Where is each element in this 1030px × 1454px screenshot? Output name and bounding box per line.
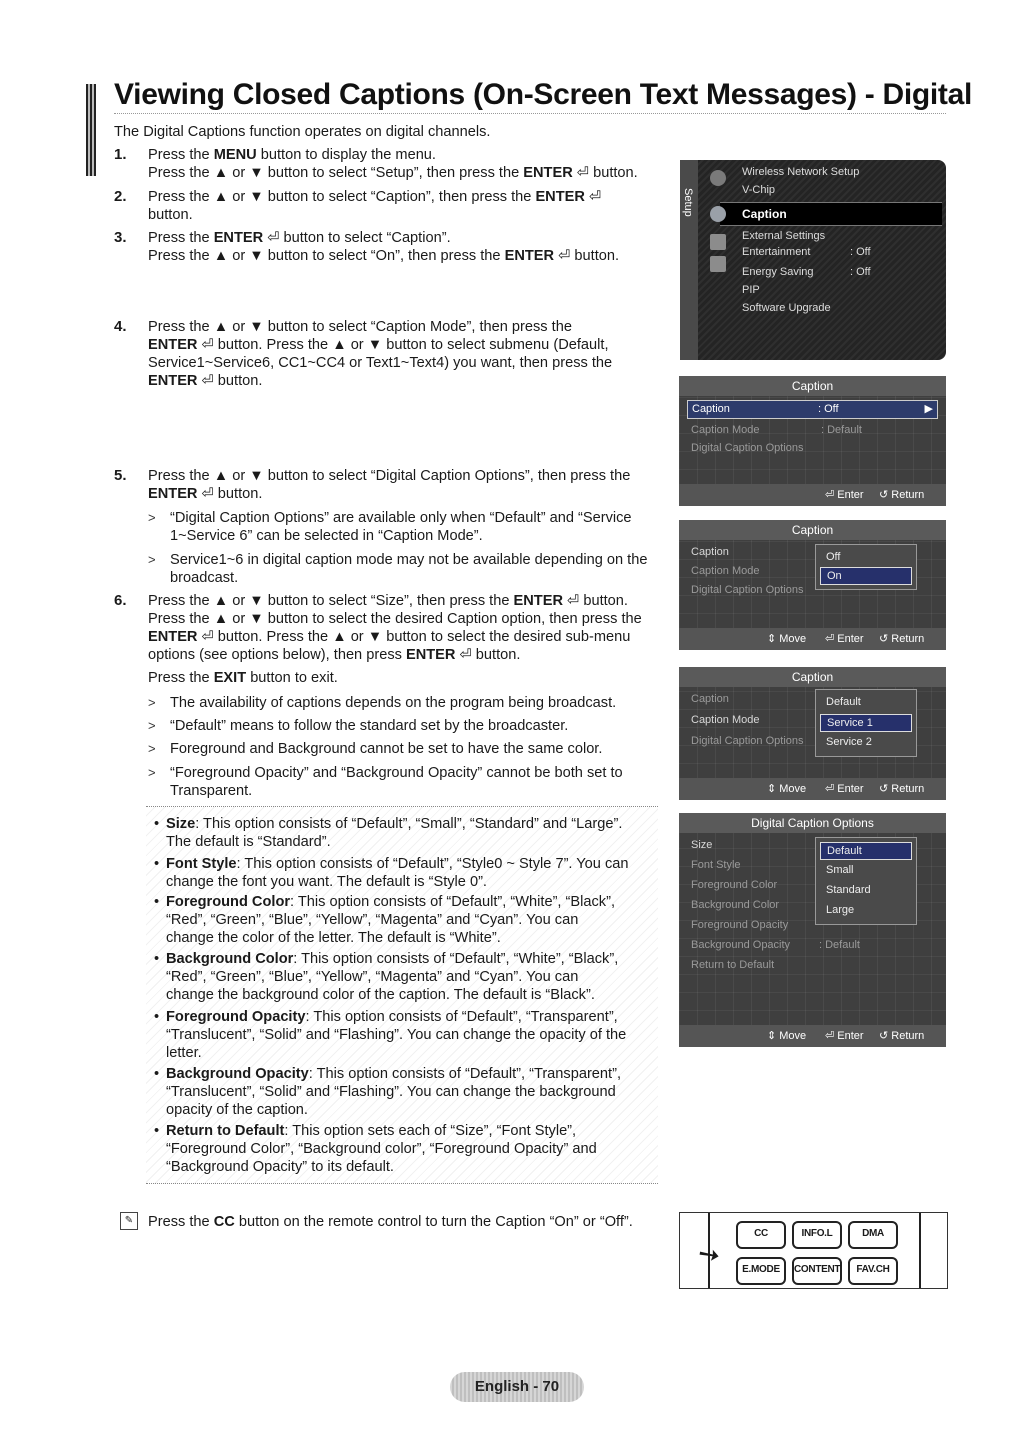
dco-row-foreground-opacity[interactable]: Foreground Opacity bbox=[691, 919, 789, 931]
step-6-line-2: Press the ▲ or ▼ button to select the desired Caption option, then press the bbox=[148, 611, 642, 627]
screen-title: Caption bbox=[679, 520, 946, 540]
caption-mode-popup bbox=[815, 689, 917, 757]
remote-dma-button[interactable]: DMA bbox=[848, 1221, 898, 1249]
move-hint: ⇕ Move bbox=[767, 783, 807, 795]
dco-row-return-to-default[interactable]: Return to Default bbox=[691, 959, 775, 971]
return-hint: ↺ Return bbox=[879, 783, 925, 795]
step-3-line-1: Press the ENTER ⏎ button to select “Caption”. bbox=[148, 230, 451, 246]
step-4-line-3: Service1~Service6, CC1~CC4 or Text1~Text4) you want, then press the bbox=[148, 355, 613, 371]
return-hint: ↺ Return bbox=[879, 489, 925, 501]
title-divider bbox=[114, 113, 946, 114]
remote-info-button[interactable]: INFO.L bbox=[792, 1221, 842, 1249]
final-note: Press the CC button on the remote control to turn the Caption “On” or “Off”. bbox=[148, 1214, 633, 1230]
entertainment-value: : Off bbox=[850, 246, 871, 258]
step-6-line-5: Press the EXIT button to exit. bbox=[148, 670, 338, 686]
step-5-number: 5. bbox=[114, 467, 127, 484]
option-large[interactable]: Large bbox=[826, 904, 855, 916]
step-1-number: 1. bbox=[114, 146, 127, 163]
step-1-line-2: Press the ▲ or ▼ button to select “Setup”, then press the ENTER ⏎ button. bbox=[148, 165, 638, 181]
option-return-to-default: • Return to Default: This option sets each of “Size”, “Font Style”, “Foreground Color”, “Background color”, “Foreground Opacity” and “Background Opacity” to its default. bbox=[154, 1123, 597, 1175]
option-standard[interactable]: Standard bbox=[826, 884, 871, 896]
screen-title: Digital Caption Options bbox=[679, 813, 946, 833]
screen-footer bbox=[679, 628, 946, 650]
note-arrow-icon: > bbox=[148, 765, 156, 780]
tv-screen-caption-mode-popup bbox=[679, 667, 946, 800]
note-arrow-icon: > bbox=[148, 510, 156, 525]
menu-item-pip[interactable]: PIP bbox=[742, 284, 760, 296]
picture-icon bbox=[710, 170, 726, 186]
menu-item-caption-label: Caption bbox=[742, 207, 787, 221]
page-title: Viewing Closed Captions (On-Screen Text Messages) - Digital bbox=[114, 78, 973, 111]
step-4-line-2: ENTER ⏎ button. Press the ▲ or ▼ button to select submenu (Default, bbox=[148, 337, 609, 353]
note-arrow-icon: > bbox=[148, 695, 156, 710]
tv-screen-caption-popup bbox=[679, 520, 946, 650]
caption-mode-row[interactable]: Caption Mode bbox=[691, 565, 760, 577]
setup-gear-icon bbox=[710, 206, 726, 222]
menu-item-external-settings[interactable]: External Settings bbox=[742, 230, 826, 242]
caption-row[interactable]: Caption bbox=[691, 546, 729, 558]
option-on[interactable]: On bbox=[820, 567, 912, 585]
return-hint: ↺ Return bbox=[879, 1030, 925, 1042]
caption-value-popup bbox=[815, 544, 917, 590]
step-4-line-4: ENTER ⏎ button. bbox=[148, 373, 263, 389]
step-5-note-1-line-2: 1~Service 6” can be selected in “Caption Mode”. bbox=[170, 528, 483, 544]
return-hint: ↺ Return bbox=[879, 633, 925, 645]
memo-icon: ✎ bbox=[120, 1212, 138, 1230]
note-arrow-icon: > bbox=[148, 741, 156, 756]
enter-hint: ⏎ Enter bbox=[825, 489, 864, 501]
step-3-line-2: Press the ▲ or ▼ button to select “On”, then press the ENTER ⏎ button. bbox=[148, 248, 620, 264]
menu-item-wireless[interactable]: Wireless Network Setup bbox=[742, 166, 860, 178]
step-2-number: 2. bbox=[114, 188, 127, 205]
note-arrow-icon: > bbox=[148, 718, 156, 733]
option-default[interactable]: Default bbox=[826, 696, 861, 708]
note-arrow-icon: > bbox=[148, 552, 156, 567]
application-icon bbox=[710, 256, 726, 272]
dco-row-background-color[interactable]: Background Color bbox=[691, 899, 780, 911]
step-3-number: 3. bbox=[114, 229, 127, 246]
step-6-note-3: Foreground and Background cannot be set to have the same color. bbox=[170, 741, 603, 757]
energy-saving-value: : Off bbox=[850, 266, 871, 278]
enter-hint: ⏎ Enter bbox=[825, 1030, 864, 1042]
caption-mode-row[interactable]: Caption Mode bbox=[691, 714, 760, 726]
page-number: English - 70 bbox=[450, 1372, 584, 1402]
step-4-number: 4. bbox=[114, 318, 127, 335]
screen-footer bbox=[679, 1025, 946, 1047]
option-small[interactable]: Small bbox=[826, 864, 854, 876]
dco-row-font-style[interactable]: Font Style bbox=[691, 859, 741, 871]
step-6-line-1: Press the ▲ or ▼ button to select “Size”, then press the ENTER ⏎ button. bbox=[148, 593, 628, 609]
tv-screen-digital-caption-options bbox=[679, 813, 946, 1047]
option-background-color: • Background Color: This option consists of “Default”, “White”, “Black”, “Red”, “Green”, “Blue”, “Yellow”, “Magenta” and “Cyan”. You can change the background color of the caption. The default is “Black”. bbox=[154, 951, 619, 1003]
header-accent-bar bbox=[86, 84, 96, 176]
step-6-note-4-line-2: Transparent. bbox=[170, 783, 253, 799]
tv-screen-setup-menu bbox=[680, 160, 946, 360]
step-5-note-2-line-2: broadcast. bbox=[170, 570, 239, 586]
right-arrow-icon: ▶ bbox=[924, 403, 933, 415]
setup-side-label: Setup bbox=[682, 188, 694, 217]
digital-caption-options-row[interactable]: Digital Caption Options bbox=[691, 584, 804, 596]
step-5-note-2-line-1: Service1~6 in digital caption mode may not be available depending on the bbox=[170, 552, 648, 568]
pointer-arrow-icon: ➘ bbox=[691, 1235, 727, 1273]
option-service-2[interactable]: Service 2 bbox=[826, 736, 872, 748]
step-6-note-1: The availability of captions depends on the program being broadcast. bbox=[170, 695, 617, 711]
caption-row-selected[interactable]: Caption : Off ▶ bbox=[687, 400, 938, 419]
option-font-style: • Font Style: This option consists of “Default”, “Style0 ~ Style 7”. You can change the font you want. The default is “Style 0”. bbox=[154, 856, 629, 890]
caption-mode-row[interactable]: Caption Mode : Default bbox=[691, 424, 862, 436]
menu-item-caption-highlight[interactable] bbox=[720, 202, 942, 226]
remote-cc-button[interactable]: CC bbox=[736, 1221, 786, 1249]
setup-side-tab bbox=[680, 160, 698, 360]
dco-row-foreground-color[interactable]: Foreground Color bbox=[691, 879, 778, 891]
screen-footer bbox=[679, 778, 946, 800]
option-off[interactable]: Off bbox=[826, 551, 841, 563]
menu-item-entertainment[interactable]: Entertainment bbox=[742, 246, 811, 258]
tv-screen-caption bbox=[679, 376, 946, 506]
remote-emode-button[interactable]: E.MODE bbox=[736, 1257, 786, 1285]
enter-hint: ⏎ Enter bbox=[825, 783, 864, 795]
remote-content-button[interactable]: CONTENT bbox=[792, 1257, 842, 1285]
screen-title: Caption bbox=[679, 667, 946, 687]
move-hint: ⇕ Move bbox=[767, 633, 807, 645]
option-default[interactable]: Default bbox=[820, 842, 912, 860]
step-2-line-2: button. bbox=[148, 207, 193, 223]
option-background-opacity: • Background Opacity: This option consists of “Default”, “Transparent”, “Translucent”, “Solid” and “Flashing”. You can change the background opacity of the caption. bbox=[154, 1066, 622, 1118]
step-5-line-2: ENTER ⏎ button. bbox=[148, 486, 263, 502]
input-icon bbox=[710, 234, 726, 250]
size-popup bbox=[815, 837, 917, 925]
enter-hint: ⏎ Enter bbox=[825, 633, 864, 645]
move-hint: ⇕ Move bbox=[767, 1030, 807, 1042]
step-1-line-1: Press the MENU button to display the menu. bbox=[148, 147, 436, 163]
option-service-1[interactable]: Service 1 bbox=[820, 714, 912, 732]
option-foreground-color: • Foreground Color: This option consists of “Default”, “White”, “Black”, “Red”, “Green”, “Blue”, “Yellow”, “Magenta” and “Cyan”. You can change the color of the letter. The default is “White”. bbox=[154, 894, 615, 946]
step-2-line-1: Press the ▲ or ▼ button to select “Caption”, then press the ENTER ⏎ bbox=[148, 189, 602, 205]
caption-row[interactable]: Caption bbox=[691, 693, 729, 705]
step-5-line-1: Press the ▲ or ▼ button to select “Digital Caption Options”, then press the bbox=[148, 468, 631, 484]
step-6-note-4-line-1: “Foreground Opacity” and “Background Opacity” cannot be both set to bbox=[170, 765, 623, 781]
remote-favch-button[interactable]: FAV.CH bbox=[848, 1257, 898, 1285]
step-6-line-4: options (see options below), then press ENTER ⏎ button. bbox=[148, 647, 521, 663]
step-4-line-1: Press the ▲ or ▼ button to select “Caption Mode”, then press the bbox=[148, 319, 572, 335]
option-size: • Size: This option consists of “Default”, “Small”, “Standard” and “Large”. The default is “Standard”. bbox=[154, 816, 623, 850]
digital-caption-options-row[interactable]: Digital Caption Options bbox=[691, 735, 804, 747]
step-6-line-3: ENTER ⏎ button. Press the ▲ or ▼ button to select the desired sub-menu bbox=[148, 629, 631, 645]
digital-caption-options-row[interactable]: Digital Caption Options bbox=[691, 442, 804, 454]
step-6-number: 6. bbox=[114, 592, 127, 609]
screen-footer bbox=[679, 484, 946, 506]
option-foreground-opacity: • Foreground Opacity: This option consists of “Default”, “Transparent”, “Translucent”, “Solid” and “Flashing”. You can change the opacity of the letter. bbox=[154, 1009, 627, 1061]
menu-item-energy-saving[interactable]: Energy Saving bbox=[742, 266, 814, 278]
remote-illustration bbox=[679, 1212, 948, 1289]
step-6-note-2: “Default” means to follow the standard set by the broadcaster. bbox=[170, 718, 569, 734]
dco-row-background-opacity[interactable]: Background Opacity : Default bbox=[691, 939, 860, 951]
menu-item-vchip[interactable]: V-Chip bbox=[742, 184, 776, 196]
screen-title: Caption bbox=[679, 376, 946, 396]
dco-row-size[interactable]: Size bbox=[691, 839, 713, 851]
step-5-note-1-line-1: “Digital Caption Options” are available only when “Default” and “Service bbox=[170, 510, 632, 526]
menu-item-software-upgrade[interactable]: Software Upgrade bbox=[742, 302, 831, 314]
intro-text: The Digital Captions function operates on digital channels. bbox=[114, 124, 491, 140]
